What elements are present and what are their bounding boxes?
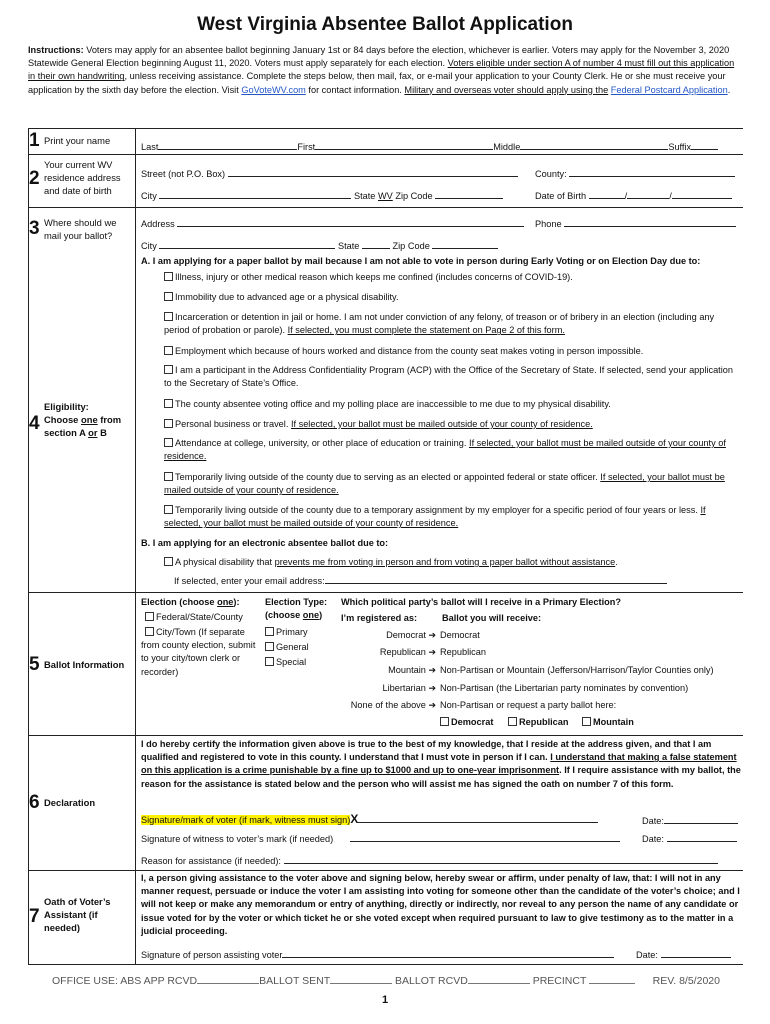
option-a7-note: If selected, your ballot must be mailed outside of your county of residence. bbox=[290, 419, 593, 429]
govotewv-link[interactable]: GoVoteWV.com bbox=[241, 84, 306, 95]
city-label: City bbox=[141, 191, 157, 201]
voter-signature-field[interactable] bbox=[141, 813, 598, 827]
phone-field[interactable] bbox=[535, 217, 736, 231]
street-field[interactable] bbox=[141, 167, 518, 181]
type-general[interactable] bbox=[265, 641, 309, 654]
checkbox[interactable] bbox=[440, 717, 449, 726]
assistant-signature-label: Signature of person assisting voter bbox=[141, 950, 283, 960]
military-note: Military and overseas voter should apply using the bbox=[404, 84, 609, 95]
checkbox[interactable] bbox=[145, 627, 154, 636]
city-state-zip-field[interactable] bbox=[141, 189, 503, 203]
assistance-reason-field[interactable] bbox=[141, 854, 718, 868]
instructions-label: Instructions: bbox=[28, 45, 84, 55]
election-heading bbox=[141, 596, 240, 609]
section-5-label: Ballot Information bbox=[44, 659, 125, 670]
section-7-number: 7 bbox=[29, 906, 40, 927]
checkbox[interactable] bbox=[164, 272, 173, 281]
option-a4[interactable] bbox=[164, 345, 739, 358]
type-primary-text: Primary bbox=[276, 627, 308, 637]
option-a1[interactable] bbox=[164, 271, 739, 284]
checkbox[interactable] bbox=[164, 365, 173, 374]
election-city[interactable] bbox=[141, 626, 259, 679]
election-federal[interactable] bbox=[145, 611, 243, 624]
mail-address-label: Address bbox=[141, 219, 175, 229]
instructions-text-1: Voters may apply for an absentee ballot beginning January 1st or 84 days before the election, whichever is earlier. Voters may apply for the November 3, 2020 Statewide General Election beginning August 11, 2020. Voters must apply separately for each election. bbox=[28, 45, 730, 69]
option-a10-text: Temporarily living outside of the county due to a temporary assignment by my employer for a specific period of four years or less. bbox=[175, 505, 698, 515]
witness-date-field[interactable] bbox=[642, 832, 737, 846]
email-label: If selected, enter your email address: bbox=[174, 576, 325, 586]
dob-slash-1: / bbox=[624, 191, 628, 201]
assistant-signature-field[interactable] bbox=[141, 948, 614, 962]
office-abs-app: OFFICE USE: ABS APP RCVD bbox=[52, 975, 198, 987]
zip-label: Zip Code bbox=[395, 191, 433, 201]
option-a10[interactable] bbox=[164, 504, 739, 530]
option-a2-text: Immobility due to advanced age or a physical disability. bbox=[175, 292, 399, 302]
party-reg: Mountain bbox=[388, 665, 426, 675]
section-5-number: 5 bbox=[29, 654, 40, 675]
checkbox[interactable] bbox=[164, 292, 173, 301]
choose-one: one bbox=[81, 414, 98, 425]
party-choice-democrat[interactable] bbox=[440, 716, 493, 729]
party-reg: Democrat bbox=[386, 630, 426, 640]
option-a8-note: If selected, your ballot must be mailed outside of your county of residence. bbox=[164, 438, 726, 462]
party-row: Libertarian ➔ bbox=[382, 683, 436, 693]
section-2-number: 2 bbox=[29, 168, 40, 189]
checkbox[interactable] bbox=[164, 419, 173, 428]
checkbox[interactable] bbox=[164, 346, 173, 355]
option-a6-text: The county absentee voting office and my polling place are inaccessible to me due to my physical disability. bbox=[175, 399, 611, 409]
option-a4-text: Employment which because of hours worked and distance from the county seat makes voting in person impossible. bbox=[175, 346, 644, 356]
type-primary[interactable] bbox=[265, 626, 308, 639]
party-reg: None of the above bbox=[350, 700, 426, 710]
option-a5-text: I am a participant in the Address Confidentiality Program (ACP) with the Office of the Secretary of State. If selected, send your application to the Secretary of State’s Office. bbox=[164, 365, 733, 389]
date-label: Date: bbox=[642, 816, 664, 826]
section-1-label: Print your name bbox=[44, 135, 111, 146]
election-one: one bbox=[217, 597, 234, 607]
section-4-number: 4 bbox=[29, 413, 40, 434]
checkbox[interactable] bbox=[145, 612, 154, 621]
option-b1-text: A physical disability that bbox=[175, 557, 273, 567]
voter-date-field[interactable] bbox=[642, 814, 738, 828]
declaration-warning: I understand that making a false statement on this application is a crime punishable by a fine up to $1000 and up to one-year imprisonment bbox=[141, 752, 737, 776]
middle-name-label: Middle bbox=[493, 142, 521, 152]
from-section-label: from section A bbox=[44, 414, 122, 438]
page-title: West Virginia Absentee Ballot Application bbox=[197, 14, 573, 35]
declaration-text-1: I do hereby certify the information given above is true to the best of my knowledge, that I reside at the address given, and that I am qualified and registered to vote in this county. I understand that I must vote in person if I can. bbox=[141, 739, 712, 763]
party-row: Mountain ➔ bbox=[388, 665, 436, 675]
rule-left bbox=[28, 128, 29, 965]
oath-text: I, a person giving assistance to the voter above and signing below, hereby swear or affirm, under penalty of law, that: I will not in any manner request, persuade or induce the voter I am assisting into voting for someone other than the candidate of the voter’s choice; and I will not keep or make any memorandum or entry of anything, directly or indirectly, nor reveal to any person the name of any candidate or issue voted for by the voter or which ticket he or she voted except when required pursuant to law to give testimony as to the matter in a judicial proceeding. bbox=[141, 873, 740, 936]
checkbox[interactable] bbox=[265, 657, 274, 666]
option-a3[interactable] bbox=[164, 311, 739, 337]
election-type-heading bbox=[265, 596, 337, 622]
last-name-label: Last bbox=[141, 142, 159, 152]
street-label: Street (not P.O. Box) bbox=[141, 169, 226, 179]
ballot-receive-label: Ballot you will receive: bbox=[442, 613, 542, 623]
mail-city-field[interactable] bbox=[141, 239, 498, 253]
section-4-label bbox=[44, 400, 136, 439]
type-special[interactable] bbox=[265, 656, 306, 669]
date-label: Date: bbox=[636, 950, 658, 960]
section-3-number: 3 bbox=[29, 218, 40, 239]
date-label: Date: bbox=[642, 834, 664, 844]
checkbox[interactable] bbox=[164, 505, 173, 514]
eligibility-label: Eligibility: bbox=[44, 401, 89, 412]
option-b1-end: . bbox=[615, 557, 618, 567]
name-field-row[interactable] bbox=[141, 140, 718, 154]
option-a8-text: Attendance at college, university, or other place of education or training. bbox=[175, 438, 467, 448]
type-general-text: General bbox=[276, 642, 309, 652]
declaration-text bbox=[141, 738, 744, 791]
instructions-text-3: for contact information. bbox=[308, 84, 402, 95]
assistant-date-field[interactable] bbox=[636, 948, 731, 962]
dob-label: Date of Birth bbox=[535, 191, 587, 201]
office-ballot-sent: BALLOT SENT bbox=[259, 975, 331, 987]
section-3-label: Where should we mail your ballot? bbox=[44, 217, 117, 241]
state-value: WV bbox=[377, 191, 393, 201]
county-field[interactable] bbox=[535, 167, 735, 181]
party-ballot: Democrat bbox=[440, 630, 480, 640]
page-number: 1 bbox=[381, 994, 389, 1006]
type-head-text: Election Type: (choose bbox=[265, 597, 328, 621]
party-choice-text: Democrat bbox=[451, 717, 494, 727]
dob-field[interactable] bbox=[535, 189, 732, 203]
section-b-label: B bbox=[100, 427, 107, 438]
option-b1-note: prevents me from voting in person and from voting a paper ballot without assistance bbox=[274, 557, 616, 567]
section-7-label: Oath of Voter’s Assistant (if needed) bbox=[44, 896, 111, 933]
party-ballot: Republican bbox=[440, 647, 486, 657]
party-question: Which political party’s ballot will I receive in a Primary Election? bbox=[341, 597, 621, 607]
section-2-label: Your current WV residence address and date of birth bbox=[44, 159, 121, 196]
election-federal-text: Federal/State/County bbox=[156, 612, 243, 622]
dob-slash-2: / bbox=[669, 191, 672, 201]
phone-label: Phone bbox=[535, 219, 562, 229]
reason-label: Reason for assistance (if needed): bbox=[141, 856, 281, 866]
county-label: County: bbox=[535, 169, 567, 179]
option-a1-text: Illness, injury or other medical reason which keeps me confined (includes concerns of COVID-19). bbox=[175, 272, 573, 282]
party-choice-republican[interactable] bbox=[508, 716, 569, 729]
party-choice-mountain[interactable] bbox=[582, 716, 634, 729]
period: . bbox=[727, 84, 731, 95]
option-a9-note: If selected, your ballot must be mailed outside of your county of residence. bbox=[164, 472, 725, 496]
office-precinct: PRECINCT bbox=[532, 975, 587, 987]
signature-x-mark: X bbox=[350, 812, 359, 826]
revision-label: REV. 8/5/2020 bbox=[652, 975, 720, 987]
rule-divider bbox=[135, 128, 136, 965]
instructions-text-2: , unless receiving assistance. Complete the steps below, then mail, fax, or e-mail your application to your County Clerk. He or she must receive your application by the sixth day before the election. Visit bbox=[28, 71, 726, 95]
email-field[interactable] bbox=[174, 574, 667, 588]
choose-label: Choose bbox=[44, 414, 79, 425]
section-6-label: Declaration bbox=[44, 797, 96, 808]
checkbox[interactable] bbox=[164, 472, 173, 481]
option-a8[interactable] bbox=[164, 437, 739, 463]
party-reg: Republican bbox=[379, 647, 426, 657]
option-a10-note: If selected, your ballot must be mailed outside of your county of residence. bbox=[164, 505, 706, 529]
registered-as-label: I’m registered as: bbox=[341, 613, 418, 623]
option-a9-text: Temporarily living outside of the county due to serving as an elected or appointed federal or state officer. bbox=[175, 472, 598, 482]
checkbox[interactable] bbox=[164, 312, 173, 321]
party-row: None of the above ➔ bbox=[350, 700, 436, 710]
checkbox[interactable] bbox=[582, 717, 591, 726]
option-a6[interactable] bbox=[164, 398, 739, 411]
checkbox[interactable] bbox=[508, 717, 517, 726]
checkbox[interactable] bbox=[265, 642, 274, 651]
party-choice-text: Republican bbox=[519, 717, 569, 727]
type-close: ) bbox=[319, 610, 323, 621]
voter-signature-label: Signature/mark of voter (if mark, witness must sign) bbox=[141, 815, 351, 825]
option-b1[interactable] bbox=[164, 556, 618, 569]
checkbox[interactable] bbox=[265, 627, 274, 636]
party-ballot: Non-Partisan or Mountain (Jefferson/Harrison/Taylor Counties only) bbox=[440, 665, 714, 675]
witness-label: Signature of witness to voter’s mark (if needed) bbox=[141, 834, 334, 844]
mail-city-label: City bbox=[141, 241, 157, 251]
suffix-label: Suffix bbox=[668, 142, 692, 152]
section-6-number: 6 bbox=[29, 792, 40, 813]
option-a3-text: Incarceration or detention in jail or home. I am not under conviction of any felony, of treason or of bribery in an election (including any period of probation or parole). bbox=[164, 312, 715, 336]
section-b-heading: B. I am applying for an electronic absentee ballot due to: bbox=[141, 538, 389, 548]
checkbox[interactable] bbox=[164, 438, 173, 447]
section-1-number: 1 bbox=[29, 130, 40, 151]
mail-zip-label: Zip Code bbox=[392, 241, 430, 251]
election-close: ): bbox=[233, 597, 240, 607]
election-head-text: Election (choose bbox=[141, 597, 215, 607]
or-label: or bbox=[88, 427, 98, 438]
instructions bbox=[28, 44, 743, 97]
first-name-label: First bbox=[297, 142, 316, 152]
office-use-line bbox=[52, 974, 720, 987]
checkbox[interactable] bbox=[164, 399, 173, 408]
checkbox[interactable] bbox=[164, 557, 173, 566]
type-special-text: Special bbox=[276, 657, 307, 667]
party-row: Democrat ➔ bbox=[386, 630, 436, 640]
instructions-handwriting-note: Voters eligible under section A of number 4 must fill out this application in their own handwriting bbox=[28, 58, 735, 82]
option-a7-text: Personal business or travel. bbox=[175, 419, 289, 429]
office-ballot-rcvd: BALLOT RCVD bbox=[395, 975, 468, 987]
party-row: Republican ➔ bbox=[379, 647, 436, 657]
party-choice-text: Mountain bbox=[593, 717, 634, 727]
option-a5[interactable] bbox=[164, 364, 739, 390]
party-ballot: Non-Partisan or request a party ballot here: bbox=[440, 700, 617, 710]
witness-signature-field[interactable] bbox=[141, 832, 620, 846]
option-a2[interactable] bbox=[164, 291, 739, 304]
option-a9[interactable] bbox=[164, 471, 739, 497]
mail-address-field[interactable] bbox=[141, 217, 524, 231]
type-one: one bbox=[302, 610, 320, 621]
option-a3-note: If selected, you must complete the statement on Page 2 of this form. bbox=[287, 325, 565, 336]
section-a-heading: A. I am applying for a paper ballot by mail because I am not able to vote in person during Early Voting or on Election Day due to: bbox=[141, 256, 701, 266]
declaration-text-2: . If I require assistance with my ballot, the reason for the assistance is stated below and the person who will assist me has signed the oath on number 7 of this form. bbox=[141, 765, 741, 789]
option-a7[interactable] bbox=[164, 418, 739, 431]
election-city-text: City/Town (If separate from county election, submit to your city/town clerk or recorder) bbox=[141, 627, 256, 677]
party-ballot: Non-Partisan (the Libertarian party nominates by convention) bbox=[440, 683, 689, 693]
mail-state-label: State bbox=[337, 241, 360, 251]
federal-postcard-link[interactable]: Federal Postcard Application bbox=[610, 84, 728, 95]
party-reg: Libertarian bbox=[382, 683, 426, 693]
state-label: State bbox=[353, 191, 376, 201]
